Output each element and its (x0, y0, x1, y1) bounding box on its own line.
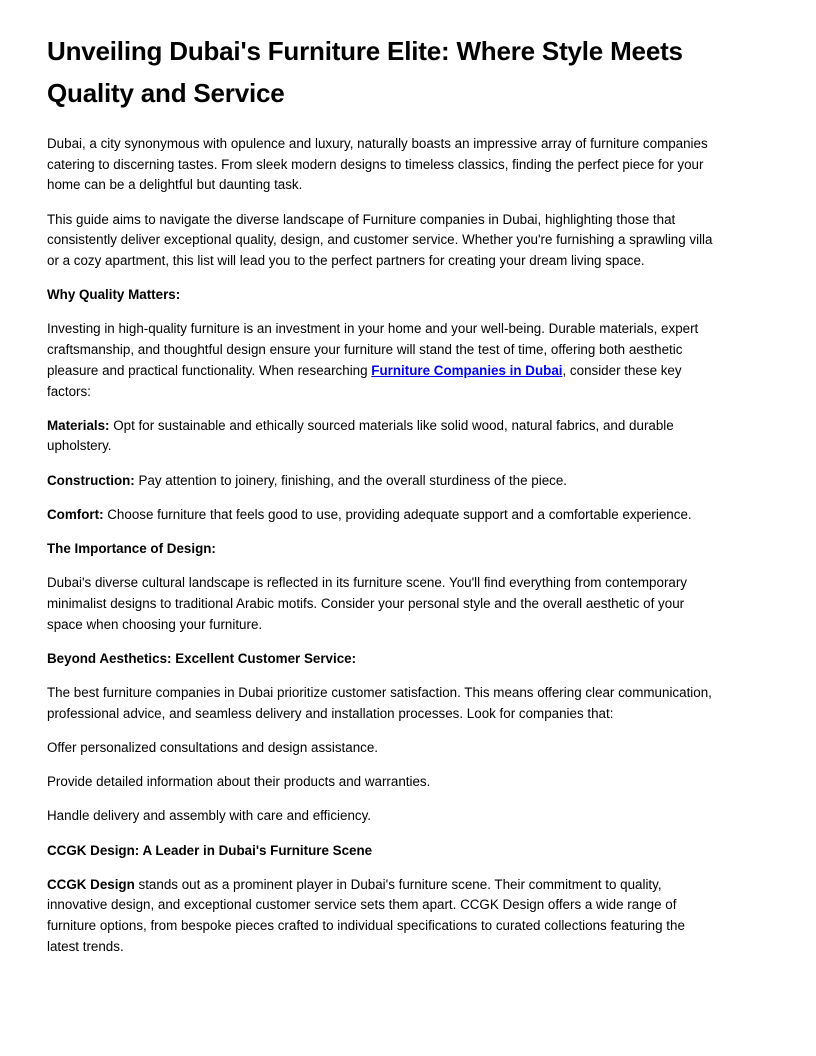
factor-label: Comfort: (47, 506, 104, 522)
factor-label: Materials: (47, 417, 110, 433)
intro-paragraph-2: This guide aims to navigate the diverse landscape of Furniture companies in Dubai, highlighting those that consistently deliver exceptional quality, design, and customer service. Whether you're furnishing a sprawling villa or a cozy apartment, this list will lead you to the perfect partners for creating your dream living space. (47, 211, 713, 269)
factor-materials (47, 416, 720, 457)
design-paragraph: Dubai's diverse cultural landscape is reflected in its furniture scene. You'll find everything from contemporary minimalist designs to traditional Arabic motifs. Consider your personal style and the overall aesthetic of your space when choosing your furniture. (47, 575, 688, 632)
page-title: Unveiling Dubai's Furniture Elite: Where Style Meets Quality and Service (47, 36, 683, 108)
quality-text-after-link: , consider these key factors: (47, 362, 682, 399)
quality-heading: Why Quality Matters: (47, 287, 181, 303)
ccgk-heading: CCGK Design: A Leader in Dubai's Furniture Scene (47, 842, 373, 858)
factor-text: Choose furniture that feels good to use, providing adequate support and a comfortable experience. (103, 506, 692, 522)
service-heading: Beyond Aesthetics: Excellent Customer Service: (47, 650, 357, 666)
furniture-companies-link[interactable]: Furniture Companies in Dubai (371, 362, 563, 378)
service-item: Provide detailed information about their products and warranties. (47, 774, 431, 790)
service-item: Handle delivery and assembly with care and efficiency. (47, 808, 372, 824)
factor-text: Opt for sustainable and ethically sourced materials like solid wood, natural fabrics, and durable upholstery. (47, 417, 674, 454)
design-heading: The Importance of Design: (47, 541, 216, 557)
quality-text-before-link: Investing in high-quality furniture is an investment in your home and your well-being. Durable materials, expert craftsmanship, and thoughtful design ensure your furniture will stand the test of time, offering both aesthetic pleasure and practical functionality. When researching (47, 321, 699, 378)
service-item: Offer personalized consultations and design assistance. (47, 739, 378, 755)
factor-comfort (47, 505, 720, 526)
service-paragraph: The best furniture companies in Dubai prioritize customer satisfaction. This means offering clear communication, professional advice, and seamless delivery and installation processes. Look for companies that: (47, 685, 712, 721)
ccgk-paragraph (47, 875, 720, 958)
factor-text: Pay attention to joinery, finishing, and the overall sturdiness of the piece. (134, 472, 568, 488)
factor-label: Construction: (47, 472, 135, 488)
quality-paragraph (47, 319, 720, 402)
ccgk-text: stands out as a prominent player in Dubai's furniture scene. Their commitment to quality, innovative design, and exceptional customer service sets them apart. CCGK Design offers a wide range of furniture options, from bespoke pieces crafted to individual specifications to curated collections featuring the latest trends. (47, 876, 685, 954)
intro-paragraph-1: Dubai, a city synonymous with opulence and luxury, naturally boasts an impressive array of furniture companies catering to discerning tastes. From sleek modern designs to timeless classics, finding the perfect piece for your home can be a delightful but daunting task. (47, 136, 708, 193)
factor-construction (47, 471, 720, 492)
ccgk-label: CCGK Design (47, 876, 135, 892)
